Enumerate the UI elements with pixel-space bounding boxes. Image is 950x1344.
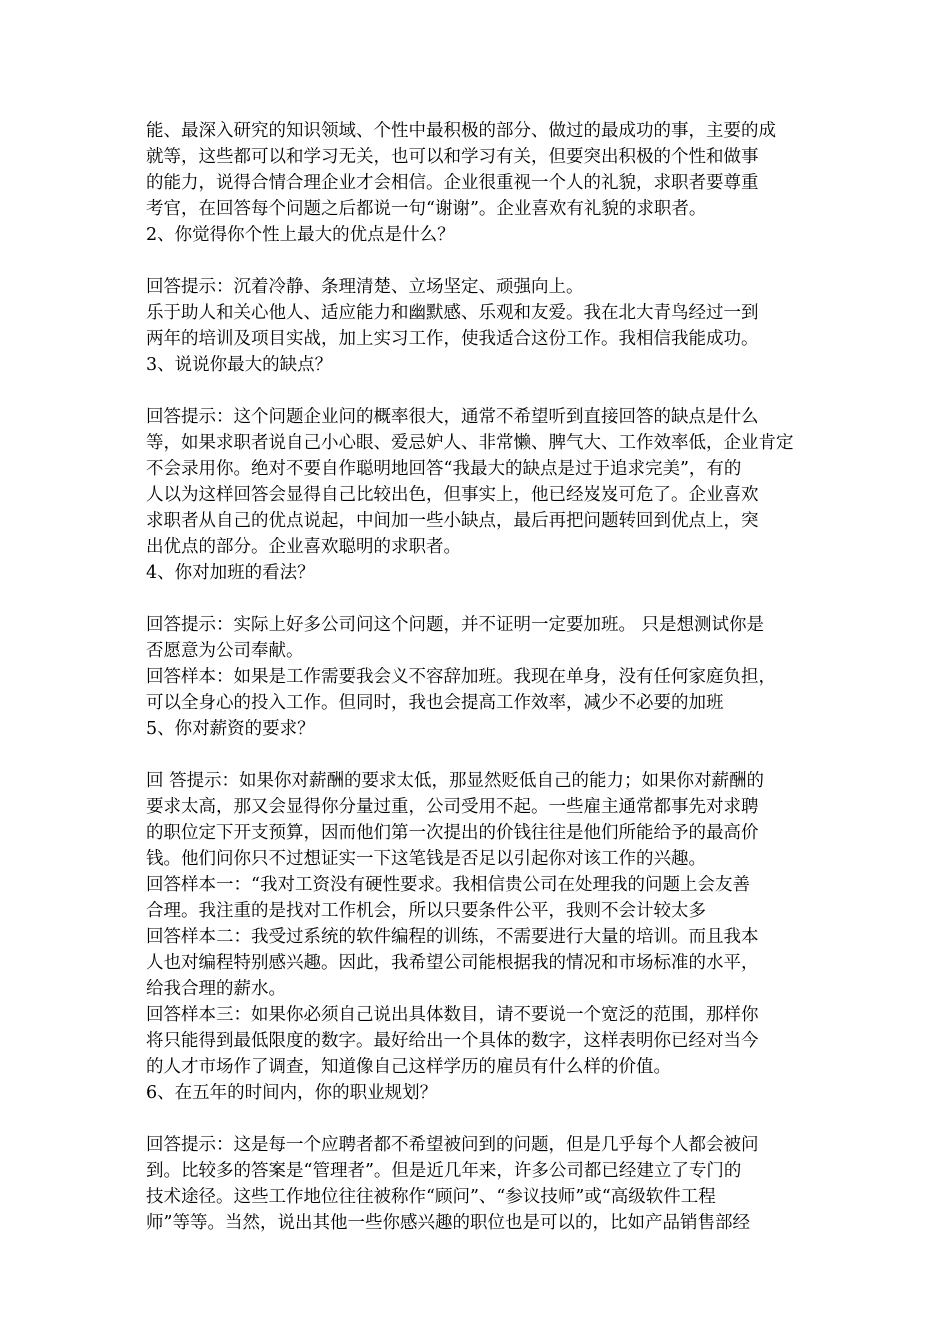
text-line: 两年的培训及项目实战，加上实习工作，使我适合这份工作。我相信我能成功。 xyxy=(146,329,759,349)
text-line: 不会录用你。绝对不要自作聪明地回答“我最大的缺点是过于追求完美”，有的 xyxy=(146,459,742,479)
text-line: 师”等等。当然，说出其他一些你感兴趣的职位也是可以的，比如产品销售部经 xyxy=(146,1213,750,1233)
text-line: 将只能得到最低限度的数字。最好给出一个具体的数字，这样表明你已经对当今 xyxy=(146,1031,759,1051)
text-line: 回答样本一：“我对工资没有硬性要求。我相信贵公司在处理我的问题上会友善 xyxy=(146,875,750,895)
text-line: 的职位定下开支预算，因而他们第一次提出的价钱往往是他们所能给予的最高价 xyxy=(146,823,759,843)
text-line: 5、你对薪资的要求？ xyxy=(146,719,315,739)
text-line: 回答提示：沉着冷静、条理清楚、立场坚定、顽强向上。 xyxy=(146,277,584,297)
text-line: 回答样本三：如果你必须自己说出具体数目，请不要说一个宽泛的范围，那样你 xyxy=(146,1005,759,1025)
text-line: 人以为这样回答会显得自己比较出色，但事实上，他已经岌岌可危了。企业喜欢 xyxy=(146,485,759,505)
paragraph xyxy=(146,118,810,248)
paragraph-gap xyxy=(146,378,810,404)
document-page xyxy=(146,118,810,1236)
text-line: 6、在五年的时间内，你的职业规划？ xyxy=(146,1083,438,1103)
text-line: 的人才市场作了调查，知道像自己这样学历的雇员有什么样的价值。 xyxy=(146,1057,671,1077)
text-line: 否愿意为公司奉献。 xyxy=(146,641,304,661)
text-line: 乐于助人和关心他人、适应能力和幽默感、乐观和友爱。我在北大青鸟经过一到 xyxy=(146,303,759,323)
text-line: 回答样本二：我受过系统的软件编程的训练，不需要进行大量的培训。而且我本 xyxy=(146,927,759,947)
text-line: 回答提示：这是每一个应聘者都不希望被问到的问题，但是几乎每个人都会被问 xyxy=(146,1135,759,1155)
paragraph xyxy=(146,274,810,378)
text-line: 钱。他们问你只不过想证实一下这笔钱是否足以引起你对该工作的兴趣。 xyxy=(146,849,706,869)
text-line: 4、你对加班的看法？ xyxy=(146,563,315,583)
paragraph-gap xyxy=(146,248,810,274)
text-line: 就等，这些都可以和学习无关，也可以和学习有关，但要突出积极的个性和做事 xyxy=(146,147,759,167)
text-line: 到。比较多的答案是“管理者”。但是近几年来，许多公司都已经建立了专门的 xyxy=(146,1161,742,1181)
paragraph xyxy=(146,768,810,1106)
text-line: 的能力，说得合情合理企业才会相信。企业很重视一个人的礼貌，求职者要尊重 xyxy=(146,173,759,193)
text-line: 回答样本：如果是工作需要我会义不容辞加班。我现在单身，没有任何家庭负担， xyxy=(146,667,776,687)
text-line: 给我合理的薪水。 xyxy=(146,979,286,999)
text-line: 求职者从自己的优点说起，中间加一些小缺点，最后再把问题转回到优点上，突 xyxy=(146,511,759,531)
text-line: 2、你觉得你个性上最大的优点是什么？ xyxy=(146,225,455,245)
text-line: 回 答提示：如果你对薪酬的要求太低，那显然贬低自己的能力；如果你对薪酬的 xyxy=(146,771,765,791)
paragraph-gap xyxy=(146,1106,810,1132)
text-line: 合理。我注重的是找对工作机会，所以只要条件公平，我则不会计较太多 xyxy=(146,901,706,921)
text-line: 回答提示：实际上好多公司问这个问题，并不证明一定要加班。 只是想测试你是 xyxy=(146,615,765,635)
paragraph xyxy=(146,1132,810,1236)
text-line: 能、最深入研究的知识领域、个性中最积极的部分、做过的最成功的事，主要的成 xyxy=(146,121,776,141)
paragraph-gap xyxy=(146,586,810,612)
text-line: 3、说说你最大的缺点？ xyxy=(146,355,333,375)
text-line: 技术途径。这些工作地位往往被称作“顾问”、“参议技师”或“高级软件工程 xyxy=(146,1187,716,1207)
paragraph xyxy=(146,612,810,742)
text-line: 回答提示：这个问题企业问的概率很大，通常不希望听到直接回答的缺点是什么 xyxy=(146,407,759,427)
text-line: 等，如果求职者说自己小心眼、爱忌妒人、非常懒、脾气大、工作效率低，企业肯定 xyxy=(146,433,794,453)
text-line: 可以全身心的投入工作。但同时，我也会提高工作效率，减少不必要的加班 xyxy=(146,693,724,713)
text-line: 人也对编程特别感兴趣。因此，我希望公司能根据我的情况和市场标准的水平， xyxy=(146,953,759,973)
paragraph-gap xyxy=(146,742,810,768)
text-line: 要求太高，那又会显得你分量过重，公司受用不起。一些雇主通常都事先对求聘 xyxy=(146,797,759,817)
text-line: 考官，在回答每个问题之后都说一句“谢谢”。企业喜欢有礼貌的求职者。 xyxy=(146,199,707,219)
text-line: 出优点的部分。企业喜欢聪明的求职者。 xyxy=(146,537,461,557)
paragraph xyxy=(146,404,810,586)
